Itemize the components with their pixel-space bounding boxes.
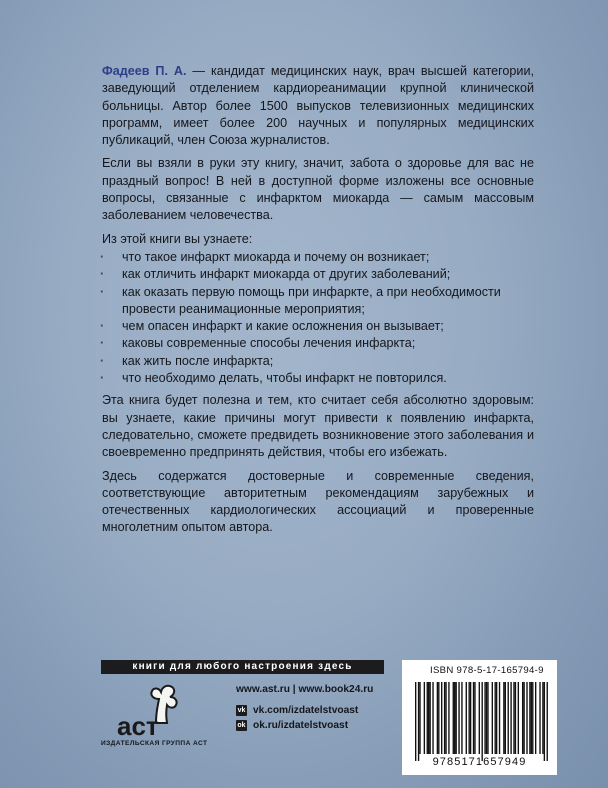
sources-paragraph: Здесь содержатся достоверные и современные сведения, соответствующие авторитетным рекомендациям зарубежных и отечественных кардиологических ассоциаций и проверенные многолетним опытом автора.: [102, 468, 534, 535]
back-cover-text: [102, 63, 534, 543]
author-paragraph: [102, 63, 534, 149]
barcode-bar: [518, 682, 519, 754]
barcode-bar: [418, 682, 419, 761]
barcode-bar: [429, 682, 430, 754]
vk-icon: vk: [237, 707, 246, 714]
list-item: · каковы современные способы лечения инфаркта;: [102, 335, 534, 352]
publisher-group-label: ИЗДАТЕЛЬСКАЯ ГРУППА АСТ: [101, 740, 208, 747]
barcode-digits: 9785171657949: [432, 756, 527, 768]
website-links[interactable]: www.ast.ru | www.book24.ru: [236, 684, 374, 695]
ok-link[interactable]: ok.ru/izdatelstvoast: [253, 720, 349, 731]
barcode-bar: [496, 682, 497, 754]
barcode-bar: [484, 682, 485, 754]
publisher-area: [0, 640, 608, 788]
barcode-bar: [444, 682, 445, 754]
barcode-bar: [544, 682, 545, 761]
list-item: · чем опасен инфаркт и какие осложнения он вызывает;: [102, 318, 534, 335]
list-item: · что такое инфаркт миокарда и почему он возникает;: [102, 249, 534, 266]
barcode-bar: [513, 682, 514, 754]
isbn-barcode-box: [402, 660, 557, 775]
intro-paragraph: Если вы взяли в руки эту книгу, значит, забота о здоровье для вас не праздный вопрос! В ней в доступной форме изложены все основные вопросы, связанные с инфарктом миокарда — самым массовым заболеванием человечества.: [102, 156, 534, 223]
ast-logo-wordmark: аст: [117, 711, 159, 741]
barcode-bar: [539, 682, 540, 754]
barcode-bar: [466, 682, 467, 754]
vk-link[interactable]: vk.com/izdatelstvoast: [253, 705, 359, 716]
barcode-bar: [437, 682, 438, 754]
barcode-bar: [495, 682, 496, 754]
barcode-bar: [473, 682, 474, 754]
barcode-bar: [454, 682, 455, 754]
barcode-bar: [468, 682, 469, 754]
barcode-bar: [510, 682, 511, 754]
slogan-banner: книги для любого настроения здесь: [101, 660, 384, 674]
barcode-bar: [522, 682, 523, 754]
barcode-bar: [427, 682, 428, 754]
ast-logo: [112, 683, 192, 741]
barcode-bar: [419, 682, 420, 754]
barcode-bar: [461, 682, 462, 754]
publisher-links: [236, 684, 373, 735]
ok-link-row[interactable]: [236, 720, 373, 731]
barcode-bar: [432, 682, 433, 754]
list-item: · что необходимо делать, чтобы инфаркт не повторился.: [102, 370, 534, 387]
barcode-bar: [547, 682, 548, 761]
list-item: · как отличить инфаркт миокарда от других заболеваний;: [102, 266, 534, 283]
barcode: [415, 682, 548, 761]
author-name: Фадеев П. А.: [102, 64, 187, 78]
barcode-bar: [505, 682, 506, 754]
topics-list: [102, 249, 534, 387]
barcode-bar: [438, 682, 439, 754]
barcode-bar: [453, 682, 454, 754]
barcode-bar: [482, 682, 483, 761]
vk-link-row[interactable]: [236, 705, 373, 716]
barcode-bar: [531, 682, 532, 754]
barcode-bar: [503, 682, 504, 754]
barcode-bar: [458, 682, 459, 754]
barcode-bar: [424, 682, 425, 754]
barcode-bar: [455, 682, 456, 754]
barcode-bar: [499, 682, 500, 754]
list-item: · как жить после инфаркта;: [102, 353, 534, 370]
barcode-bar: [441, 682, 442, 754]
isbn-label: ISBN 978-5-17-165794-9: [430, 665, 544, 676]
barcode-bar: [487, 682, 488, 754]
barcode-bar: [470, 682, 471, 754]
barcode-bar: [529, 682, 530, 754]
usefulness-paragraph: Эта книга будет полезна и тем, кто считает себя абсолютно здоровым: вы узнаете, какие причины могут привести к появлению инфаркта, следовательно, сможете предвидеть возникновение этого заболевания и своевременно предпринять действия, чтобы его избежать.: [102, 393, 534, 460]
barcode-bar: [523, 682, 524, 754]
barcode-bar: [474, 682, 475, 754]
author-bio: — кандидат медицинских наук, врач высшей категории, заведующий отделением кардиореанимации крупной клинической больницы. Автор более 1500 выпусков телевизионных медицинских программ, имеет более 200 научных и популярных медицинских публикаций, член Союза журналистов.: [102, 64, 534, 148]
list-item: · как оказать первую помощь при инфаркте, а при необходимости провести реанимационные мероприятия;: [102, 284, 534, 319]
barcode-bar: [486, 682, 487, 754]
barcode-bar: [445, 682, 446, 754]
list-lead: Из этой книги вы узнаете:: [102, 231, 253, 246]
barcode-bar: [415, 682, 416, 761]
barcode-bar: [479, 682, 480, 754]
barcode-bar: [508, 682, 509, 754]
barcode-bar: [492, 682, 493, 754]
barcode-bar: [532, 682, 533, 754]
barcode-bar: [535, 682, 536, 754]
odnoklassniki-icon: ok: [237, 722, 246, 729]
barcode-bar: [428, 682, 429, 754]
barcode-bar: [448, 682, 449, 754]
barcode-bar: [515, 682, 516, 754]
barcode-bar: [542, 682, 543, 754]
barcode-bar: [526, 682, 527, 754]
